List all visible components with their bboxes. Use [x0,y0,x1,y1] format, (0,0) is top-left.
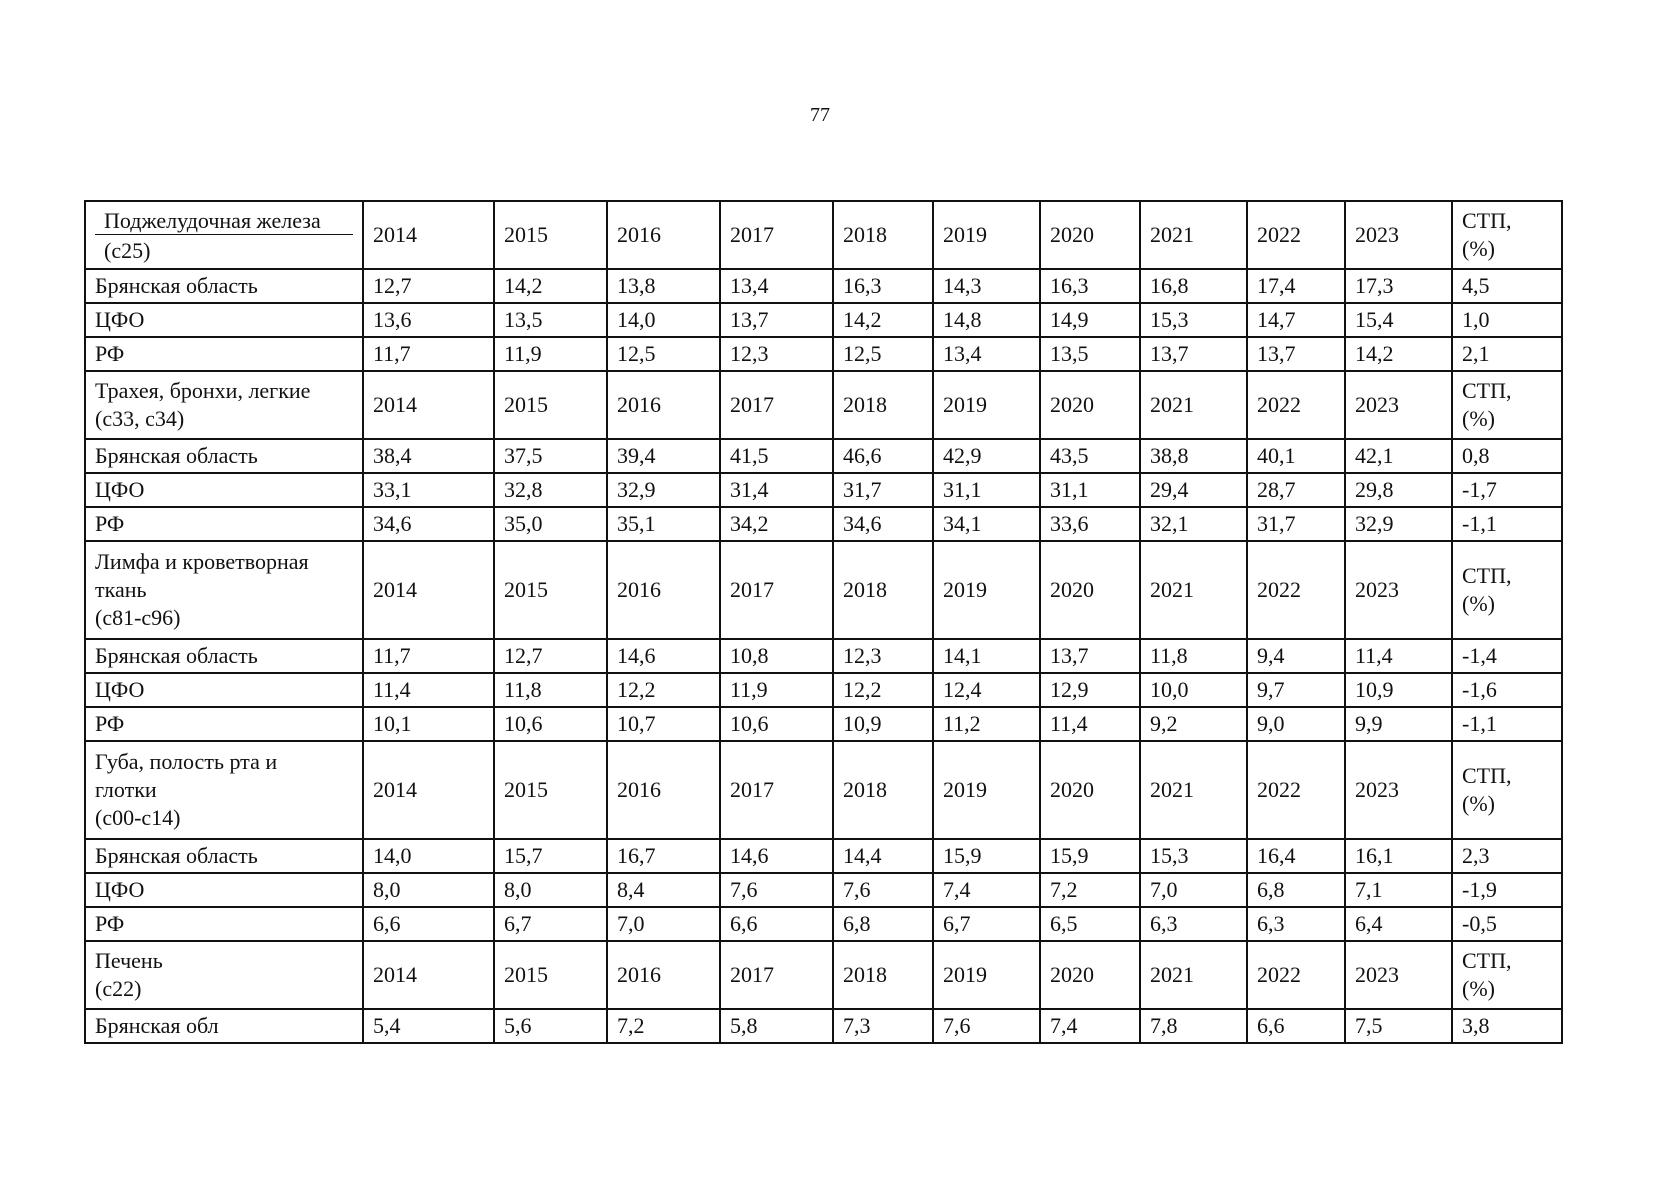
value-cell: 13,7 [1040,639,1140,673]
year-header-cell: 2018 [833,541,933,639]
value-cell: 10,6 [720,707,833,741]
value-cell: 10,0 [1140,673,1247,707]
year-header-cell: 2016 [607,541,720,639]
value-cell: 5,6 [494,1009,607,1043]
value-cell: 14,6 [720,839,833,873]
stp-value-cell: -1,9 [1452,873,1562,907]
value-cell: 16,8 [1140,269,1247,303]
value-cell: 9,9 [1345,707,1452,741]
value-cell: 14,0 [607,303,720,337]
stp-header-line: СТП, [1462,948,1512,973]
value-cell: 11,9 [494,337,607,371]
value-cell: 14,6 [607,639,720,673]
value-cell: 14,8 [933,303,1040,337]
value-cell: 6,6 [1247,1009,1345,1043]
year-header-cell: 2015 [494,741,607,839]
value-cell: 31,7 [1247,507,1345,541]
stp-value-cell: 3,8 [1452,1009,1562,1043]
year-header-cell: 2023 [1345,371,1452,439]
value-cell: 14,2 [1345,337,1452,371]
value-cell: 7,4 [933,873,1040,907]
value-cell: 11,4 [1040,707,1140,741]
region-name-cell: РФ [85,707,363,741]
value-cell: 16,7 [607,839,720,873]
section-title [85,201,363,269]
value-cell: 10,1 [363,707,494,741]
value-cell: 6,4 [1345,907,1452,941]
year-header-cell: 2018 [833,371,933,439]
value-cell: 16,4 [1247,839,1345,873]
section-header-row [85,201,1562,269]
value-cell: 15,4 [1345,303,1452,337]
stp-header-line: СТП, [1462,378,1512,403]
value-cell: 10,9 [833,707,933,741]
year-header-cell: 2023 [1345,201,1452,269]
section-header-row [85,541,1562,639]
section-title [85,741,363,839]
table-row [85,873,1562,907]
value-cell: 6,3 [1140,907,1247,941]
year-header-cell: 2017 [720,741,833,839]
value-cell: 17,3 [1345,269,1452,303]
table-body [85,201,1562,1043]
section-title-line: Поджелудочная железа [95,205,353,235]
value-cell: 40,1 [1247,439,1345,473]
section-title-line: ткань [95,577,147,602]
value-cell: 34,6 [363,507,494,541]
value-cell: 6,7 [494,907,607,941]
value-cell: 12,9 [1040,673,1140,707]
value-cell: 11,8 [1140,639,1247,673]
stp-value-cell: 2,3 [1452,839,1562,873]
year-header-cell: 2019 [933,201,1040,269]
value-cell: 12,3 [833,639,933,673]
stp-header-line: (%) [1462,236,1495,261]
year-header-cell: 2022 [1247,941,1345,1009]
value-cell: 13,4 [720,269,833,303]
year-header-cell: 2017 [720,541,833,639]
stp-value-cell: -0,5 [1452,907,1562,941]
section-header-row [85,941,1562,1009]
value-cell: 11,4 [363,673,494,707]
section-title [85,371,363,439]
value-cell: 12,3 [720,337,833,371]
value-cell: 11,7 [363,337,494,371]
year-header-cell: 2014 [363,201,494,269]
section-title [85,541,363,639]
stp-value-cell: -1,6 [1452,673,1562,707]
year-header-cell: 2023 [1345,541,1452,639]
value-cell: 7,2 [607,1009,720,1043]
year-header-cell: 2015 [494,541,607,639]
year-header-cell: 2016 [607,941,720,1009]
region-name-cell: Брянская область [85,839,363,873]
year-header-cell: 2014 [363,541,494,639]
value-cell: 13,7 [1247,337,1345,371]
stp-value-cell: 1,0 [1452,303,1562,337]
value-cell: 12,2 [833,673,933,707]
year-header-cell: 2023 [1345,741,1452,839]
region-name-cell: ЦФО [85,873,363,907]
value-cell: 7,3 [833,1009,933,1043]
table-row [85,639,1562,673]
incidence-table [84,200,1563,1044]
year-header-cell: 2023 [1345,941,1452,1009]
stp-header-cell [1452,371,1562,439]
stp-value-cell: 4,5 [1452,269,1562,303]
year-header-cell: 2021 [1140,371,1247,439]
year-header-cell: 2021 [1140,741,1247,839]
page-number: 77 [810,104,830,126]
value-cell: 34,2 [720,507,833,541]
table-row [85,269,1562,303]
section-title-line: (c00-c14) [95,805,181,830]
value-cell: 14,2 [494,269,607,303]
value-cell: 12,5 [833,337,933,371]
value-cell: 9,7 [1247,673,1345,707]
stp-header-line: (%) [1462,591,1495,616]
value-cell: 8,4 [607,873,720,907]
value-cell: 6,6 [720,907,833,941]
year-header-cell: 2022 [1247,371,1345,439]
value-cell: 7,8 [1140,1009,1247,1043]
value-cell: 11,7 [363,639,494,673]
value-cell: 31,1 [1040,473,1140,507]
stp-value-cell: -1,4 [1452,639,1562,673]
year-header-cell: 2021 [1140,541,1247,639]
value-cell: 32,8 [494,473,607,507]
stp-value-cell: 2,1 [1452,337,1562,371]
stp-header-line: (%) [1462,406,1495,431]
section-title-line: (c25) [104,238,151,263]
value-cell: 13,8 [607,269,720,303]
value-cell: 41,5 [720,439,833,473]
value-cell: 16,3 [1040,269,1140,303]
stp-header-line: СТП, [1462,763,1512,788]
year-header-cell: 2022 [1247,201,1345,269]
value-cell: 35,1 [607,507,720,541]
table-row [85,507,1562,541]
value-cell: 10,7 [607,707,720,741]
year-header-cell: 2018 [833,741,933,839]
value-cell: 13,7 [1140,337,1247,371]
value-cell: 12,7 [494,639,607,673]
value-cell: 6,7 [933,907,1040,941]
value-cell: 10,9 [1345,673,1452,707]
stp-value-cell: -1,1 [1452,507,1562,541]
value-cell: 29,4 [1140,473,1247,507]
value-cell: 14,7 [1247,303,1345,337]
year-header-cell: 2015 [494,941,607,1009]
year-header-cell: 2014 [363,941,494,1009]
value-cell: 15,9 [1040,839,1140,873]
value-cell: 35,0 [494,507,607,541]
value-cell: 32,1 [1140,507,1247,541]
year-header-cell: 2021 [1140,201,1247,269]
value-cell: 28,7 [1247,473,1345,507]
value-cell: 32,9 [607,473,720,507]
value-cell: 12,2 [607,673,720,707]
value-cell: 7,4 [1040,1009,1140,1043]
value-cell: 5,4 [363,1009,494,1043]
value-cell: 34,1 [933,507,1040,541]
value-cell: 39,4 [607,439,720,473]
value-cell: 13,5 [494,303,607,337]
value-cell: 15,7 [494,839,607,873]
value-cell: 6,8 [833,907,933,941]
stp-value-cell: -1,1 [1452,707,1562,741]
table-row [85,439,1562,473]
value-cell: 11,8 [494,673,607,707]
year-header-cell: 2015 [494,371,607,439]
region-name-cell: РФ [85,337,363,371]
value-cell: 14,1 [933,639,1040,673]
table-row [85,1009,1562,1043]
value-cell: 14,4 [833,839,933,873]
stp-header-cell [1452,541,1562,639]
value-cell: 10,8 [720,639,833,673]
value-cell: 11,4 [1345,639,1452,673]
value-cell: 17,4 [1247,269,1345,303]
value-cell: 12,5 [607,337,720,371]
stp-header-cell [1452,741,1562,839]
value-cell: 7,0 [607,907,720,941]
table-row [85,839,1562,873]
value-cell: 14,9 [1040,303,1140,337]
value-cell: 14,3 [933,269,1040,303]
value-cell: 7,6 [833,873,933,907]
value-cell: 37,5 [494,439,607,473]
table-row [85,473,1562,507]
value-cell: 46,6 [833,439,933,473]
value-cell: 16,3 [833,269,933,303]
year-header-cell: 2020 [1040,541,1140,639]
section-title-line: Губа, полость рта и [95,749,278,774]
stp-header-line: (%) [1462,976,1495,1001]
year-header-cell: 2019 [933,941,1040,1009]
value-cell: 15,9 [933,839,1040,873]
year-header-cell: 2016 [607,201,720,269]
year-header-cell: 2020 [1040,201,1140,269]
value-cell: 34,6 [833,507,933,541]
value-cell: 13,6 [363,303,494,337]
value-cell: 32,9 [1345,507,1452,541]
value-cell: 33,6 [1040,507,1140,541]
year-header-cell: 2014 [363,741,494,839]
year-header-cell: 2017 [720,941,833,1009]
value-cell: 11,2 [933,707,1040,741]
section-header-row [85,741,1562,839]
value-cell: 7,2 [1040,873,1140,907]
stp-value-cell: -1,7 [1452,473,1562,507]
value-cell: 7,6 [720,873,833,907]
year-header-cell: 2017 [720,201,833,269]
section-title-line: Лимфа и кроветворная [95,549,309,574]
value-cell: 14,2 [833,303,933,337]
year-header-cell: 2015 [494,201,607,269]
year-header-cell: 2022 [1247,741,1345,839]
value-cell: 13,5 [1040,337,1140,371]
year-header-cell: 2018 [833,201,933,269]
value-cell: 13,7 [720,303,833,337]
section-title-line: (c22) [95,976,142,1001]
value-cell: 11,9 [720,673,833,707]
value-cell: 31,4 [720,473,833,507]
year-header-cell: 2020 [1040,371,1140,439]
value-cell: 15,3 [1140,839,1247,873]
year-header-cell: 2019 [933,541,1040,639]
value-cell: 7,0 [1140,873,1247,907]
year-header-cell: 2018 [833,941,933,1009]
table-row [85,707,1562,741]
value-cell: 33,1 [363,473,494,507]
year-header-cell: 2019 [933,741,1040,839]
stp-header-cell [1452,201,1562,269]
year-header-cell: 2016 [607,371,720,439]
value-cell: 9,4 [1247,639,1345,673]
value-cell: 13,4 [933,337,1040,371]
region-name-cell: РФ [85,907,363,941]
table-row [85,337,1562,371]
stp-header-cell [1452,941,1562,1009]
region-name-cell: Брянская область [85,269,363,303]
region-name-cell: Брянская область [85,439,363,473]
section-title-line: (c33, c34) [95,406,185,431]
table-row [85,673,1562,707]
year-header-cell: 2022 [1247,541,1345,639]
section-title-line: Печень [95,948,163,973]
value-cell: 9,2 [1140,707,1247,741]
table-row [85,303,1562,337]
region-name-cell: ЦФО [85,673,363,707]
value-cell: 7,5 [1345,1009,1452,1043]
region-name-cell: ЦФО [85,303,363,337]
value-cell: 6,6 [363,907,494,941]
value-cell: 38,8 [1140,439,1247,473]
stp-header-line: СТП, [1462,563,1512,588]
section-header-row [85,371,1562,439]
stp-header-line: СТП, [1462,208,1512,233]
value-cell: 9,0 [1247,707,1345,741]
value-cell: 6,8 [1247,873,1345,907]
region-name-cell: Брянская обл [85,1009,363,1043]
section-title [85,941,363,1009]
region-name-cell: РФ [85,507,363,541]
year-header-cell: 2021 [1140,941,1247,1009]
section-title-line: (c81-c96) [95,605,181,630]
region-name-cell: Брянская область [85,639,363,673]
value-cell: 38,4 [363,439,494,473]
value-cell: 14,0 [363,839,494,873]
year-header-cell: 2020 [1040,941,1140,1009]
value-cell: 5,8 [720,1009,833,1043]
year-header-cell: 2019 [933,371,1040,439]
year-header-cell: 2017 [720,371,833,439]
section-title-line: Трахея, бронхи, легкие [95,378,311,403]
value-cell: 42,9 [933,439,1040,473]
value-cell: 12,7 [363,269,494,303]
year-header-cell: 2020 [1040,741,1140,839]
table-row [85,907,1562,941]
year-header-cell: 2014 [363,371,494,439]
value-cell: 43,5 [1040,439,1140,473]
value-cell: 31,1 [933,473,1040,507]
value-cell: 8,0 [363,873,494,907]
value-cell: 7,1 [1345,873,1452,907]
value-cell: 8,0 [494,873,607,907]
value-cell: 6,3 [1247,907,1345,941]
section-title-line: глотки [95,777,157,802]
value-cell: 42,1 [1345,439,1452,473]
region-name-cell: ЦФО [85,473,363,507]
stp-value-cell: 0,8 [1452,439,1562,473]
value-cell: 6,5 [1040,907,1140,941]
value-cell: 31,7 [833,473,933,507]
value-cell: 15,3 [1140,303,1247,337]
value-cell: 29,8 [1345,473,1452,507]
year-header-cell: 2016 [607,741,720,839]
value-cell: 12,4 [933,673,1040,707]
stp-header-line: (%) [1462,791,1495,816]
value-cell: 10,6 [494,707,607,741]
value-cell: 7,6 [933,1009,1040,1043]
value-cell: 16,1 [1345,839,1452,873]
